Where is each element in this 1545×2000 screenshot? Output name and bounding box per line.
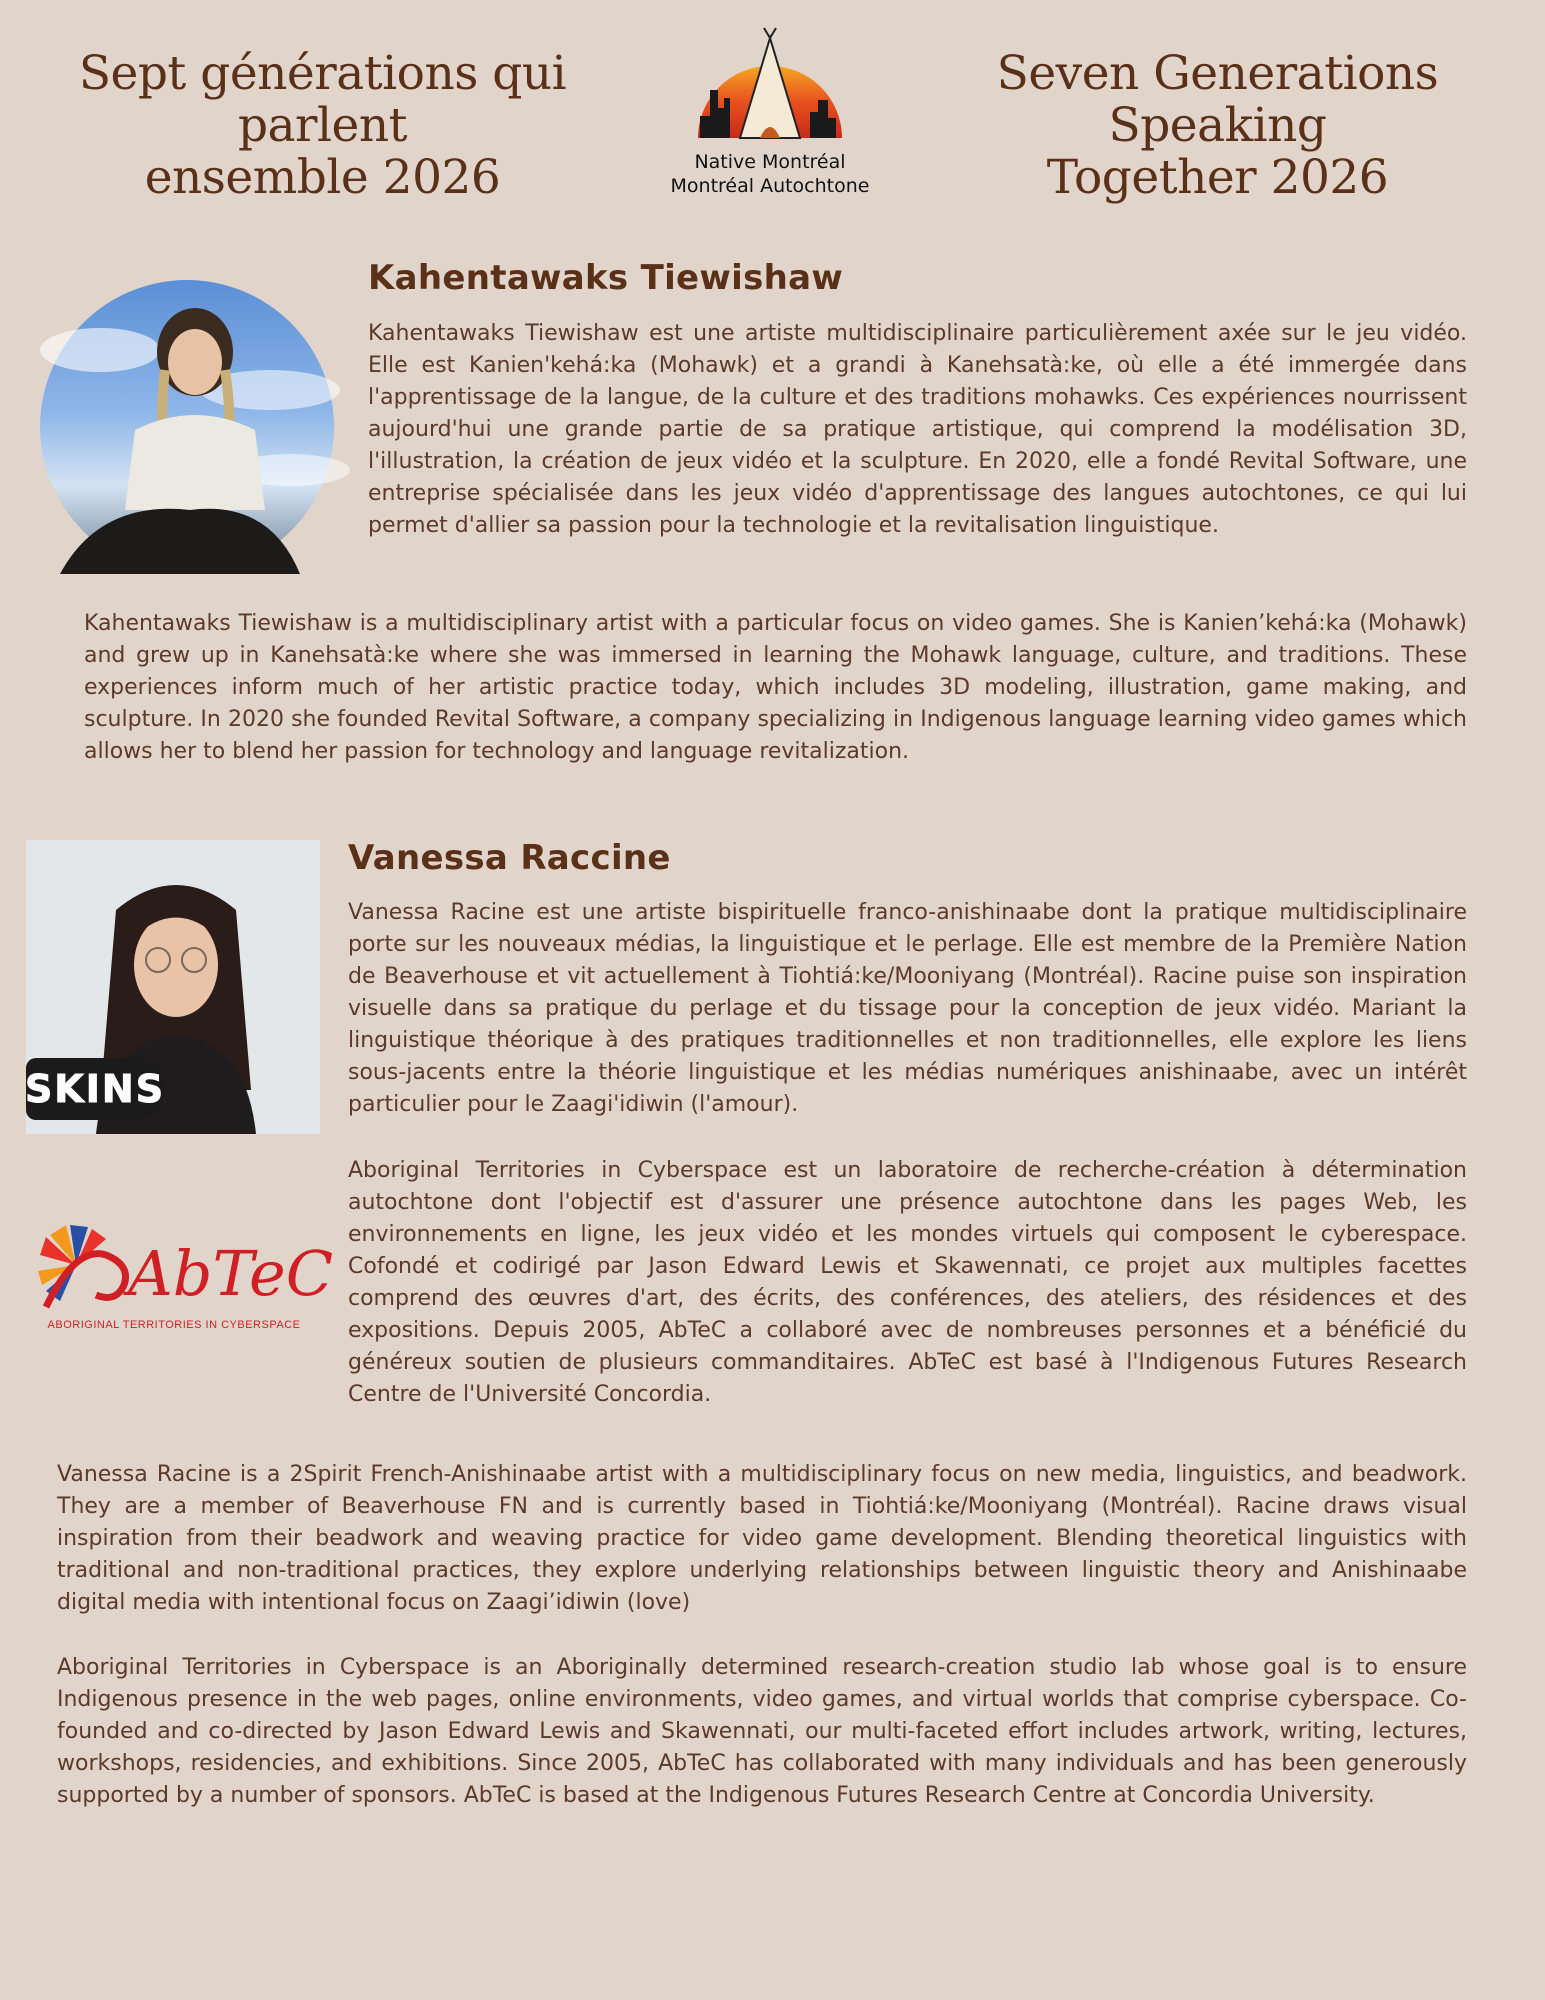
title-french: [20, 48, 625, 204]
title-english: [910, 48, 1525, 204]
artist1-bio-english: Kahentawaks Tiewishaw is a multidisciplinary artist with a particular focus on video games. She is Kanien’kehá:ka (Mohawk) and grew up in Kanehsatà:ke where she was immersed in learning the Mohawk language, culture, and traditions. These experiences inform much of her artistic practice today, which includes 3D modeling, illustration, game making, and sculpture. In 2020 she founded Revital Software, a company specializing in Indigenous language learning video games which allows her to blend her passion for technology and language revitalization.: [84, 611, 1467, 764]
native-montreal-logo: [660, 28, 880, 197]
skins-badge: [26, 1058, 164, 1120]
logo-caption-line2: Montréal Autochtone: [670, 175, 870, 197]
title-english-line2: Together 2026: [1046, 150, 1389, 205]
artist1-portrait: [40, 280, 334, 574]
artist1-bio-french: Kahentawaks Tiewishaw est une artiste multidisciplinaire particulièrement axée sur le jeu vidéo. Elle est Kanien'kehá:ka (Mohawk) et a grandi à Kanehsatà:ke, où elle a été immergée dans l'apprentissage de la langue, de la culture et des traditions mohawks. Ces expériences nourrissent aujourd'hui une grande partie de sa pratique artistique, qui comprend la modélisation 3D, l'illustration, la création de jeux vidéo et la sculpture. En 2020, elle a fondé Revital Software, une entreprise spécialisée dans les jeux vidéo d'apprentissage des langues autochtones, ce qui lui permet d'allier sa passion pour la technologie et la revitalisation linguistique.: [368, 321, 1467, 538]
abtec-description-english: Aboriginal Territories in Cyberspace is an Aboriginally determined research-creation studio lab whose goal is to ensure Indigenous presence in the web pages, online environments, video games, and virtual worlds that comprise cyberspace. Co-founded and co-directed by Jason Edward Lewis and Skawennati, our multi-faceted effort includes artwork, writing, lectures, workshops, residencies, and exhibitions. Since 2005, AbTeC has collaborated with many individuals and has been generously supported by a number of sponsors. AbTeC is based at the Indigenous Futures Research Centre at Concordia University.: [57, 1655, 1467, 1808]
abtec-wordmark: AbTeC: [128, 1237, 334, 1310]
portrait-photo-icon: [40, 280, 334, 574]
artist2-bio-french: Vanessa Racine est une artiste bispirituelle franco-anishinaabe dont la pratique multidisciplinaire porte sur les nouveaux médias, la linguistique et le perlage. Elle est membre de la Première Nation de Beaverhouse et vit actuellement à Tiohtiá:ke/Mooniyang (Montréal). Racine puise son inspiration visuelle dans sa pratique du perlage et du tissage pour la conception de jeux vidéo. Mariant la linguistique théorique à des pratiques traditionnelles et non traditionnelles, elle explore les liens sous-jacents entre la théorie linguistique et les médias numériques anishinaabe, avec un intérêt particulier pour le Zaagi'idiwin (l'amour).: [348, 900, 1467, 1117]
abtec-sunburst-icon: [36, 1225, 334, 1313]
logo-caption-line1: Native Montréal: [694, 151, 846, 173]
title-english-line1: Seven Generations Speaking: [996, 46, 1439, 153]
abtec-tagline: ABORIGINAL TERRITORIES IN CYBERSPACE: [47, 1319, 301, 1331]
skins-badge-text: SKINS: [24, 1067, 166, 1111]
artist2-name: Vanessa Raccine: [348, 838, 671, 878]
sunset-tipi-icon: [660, 28, 880, 146]
title-french-line1: Sept générations qui parlent: [78, 46, 567, 153]
abtec-logo: [36, 1225, 334, 1345]
abtec-description-french: Aboriginal Territories in Cyberspace est un laboratoire de recherche-création à détermination autochtone dont l'objectif est d'assurer une présence autochtone dans les pages Web, les environnements en ligne, les jeux vidéo et les mondes virtuels qui composent le cyberespace. Cofondé et codirigé par Jason Edward Lewis et Skawennati, ce projet aux multiples facettes comprend des œuvres d'art, des écrits, des conférences, des ateliers, des résidences et des expositions. Depuis 2005, AbTeC a collaboré avec de nombreuses personnes et a bénéficié du généreux soutien de plusieurs commanditaires. AbTeC est basé à l'Indigenous Futures Research Centre de l'Université Concordia.: [348, 1158, 1467, 1407]
title-french-line2: ensemble 2026: [144, 150, 501, 205]
artist1-name: Kahentawaks Tiewishaw: [368, 258, 844, 298]
artist2-portrait: [26, 840, 320, 1134]
artist2-bio-english: Vanessa Racine is a 2Spirit French-Anishinaabe artist with a multidisciplinary focus on new media, linguistics, and beadwork. They are a member of Beaverhouse FN and is currently based in Tiohtiá:ke/Mooniyang (Montréal). Racine draws visual inspiration from their beadwork and weaving practice for video game development. Blending theoretical linguistics with traditional and non-traditional practices, they explore underlying relationships between linguistic theory and Anishinaabe digital media with intentional focus on Zaagi’idiwin (love): [57, 1462, 1467, 1615]
